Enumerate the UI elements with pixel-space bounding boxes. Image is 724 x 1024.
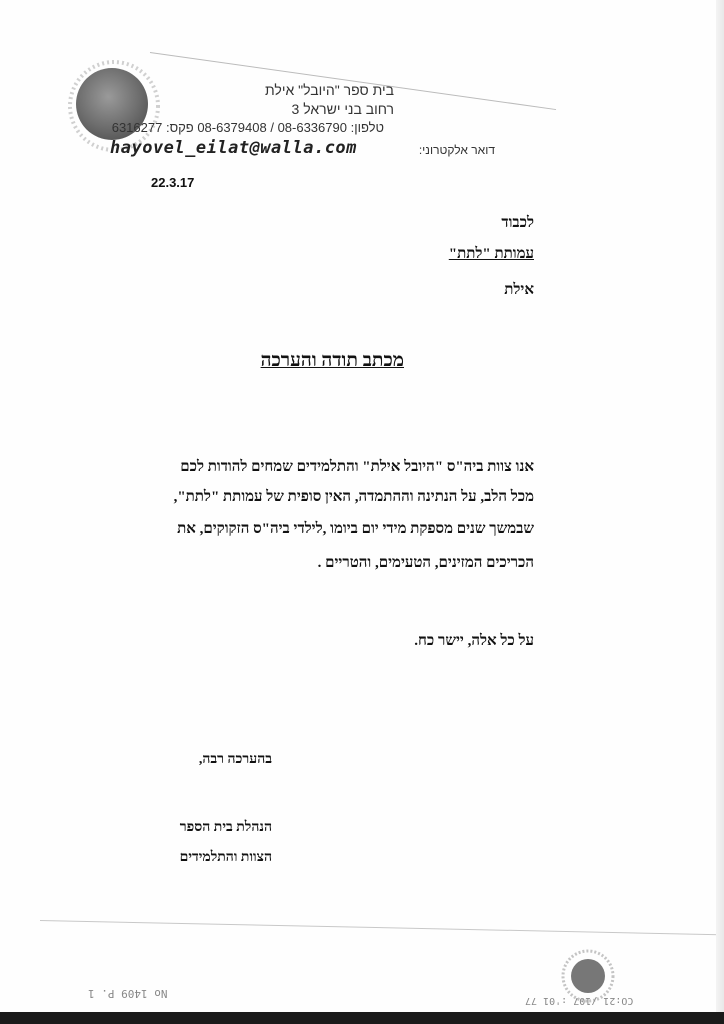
recipient-city: אילת [504,282,534,298]
scan-line [40,920,720,935]
email-address: hayovel_eilat@walla.com [110,138,357,158]
letter-title: מכתב תודה והערכה [260,350,404,371]
body-line: אנו צוות ביה"ס "היובל אילת" והתלמידים שמחים להודות לכם [180,459,534,475]
recipient-organization: עמותת "לתת" [448,246,534,262]
letter-date: 22.3.17 [151,175,195,190]
fax-footer-right: CO:21 /107 :'01 77 [525,995,634,1006]
email-row [110,138,495,162]
closing-line: על כל אלה, יישר כח. [414,633,534,649]
signature-line-2: הצוות והתלמידים [179,850,272,865]
fax-footer-left: No 1409 P. 1 [88,987,168,1000]
recipient-honorific: לכבוד [501,215,534,231]
scan-edge [716,0,724,1012]
body-line: שבמשך שנים מספקת מידי יום ביומו ,לילדי ביה"ס הזקוקים, את [177,521,534,537]
school-address: רחוב בני ישראל 3 [291,101,394,117]
scan-bottom-bar [0,1012,724,1024]
regards: בהערכה רבה, [198,752,272,767]
email-label: דואר אלקטרוני: [418,143,495,157]
signature-line-1: הנהלת בית הספר [179,820,272,835]
body-line: הכריכים המזינים, הטעימים, והטריים . [317,555,534,571]
body-line: מכל הלב, על הנתינה וההתמדה, האין סופית של עמותת "לתת", [173,489,534,505]
school-name: בית ספר "היובל" אילת [265,82,394,98]
school-phones: טלפון: 08-6336790 / 08-6379408 פקס: 6316277 [111,120,384,135]
